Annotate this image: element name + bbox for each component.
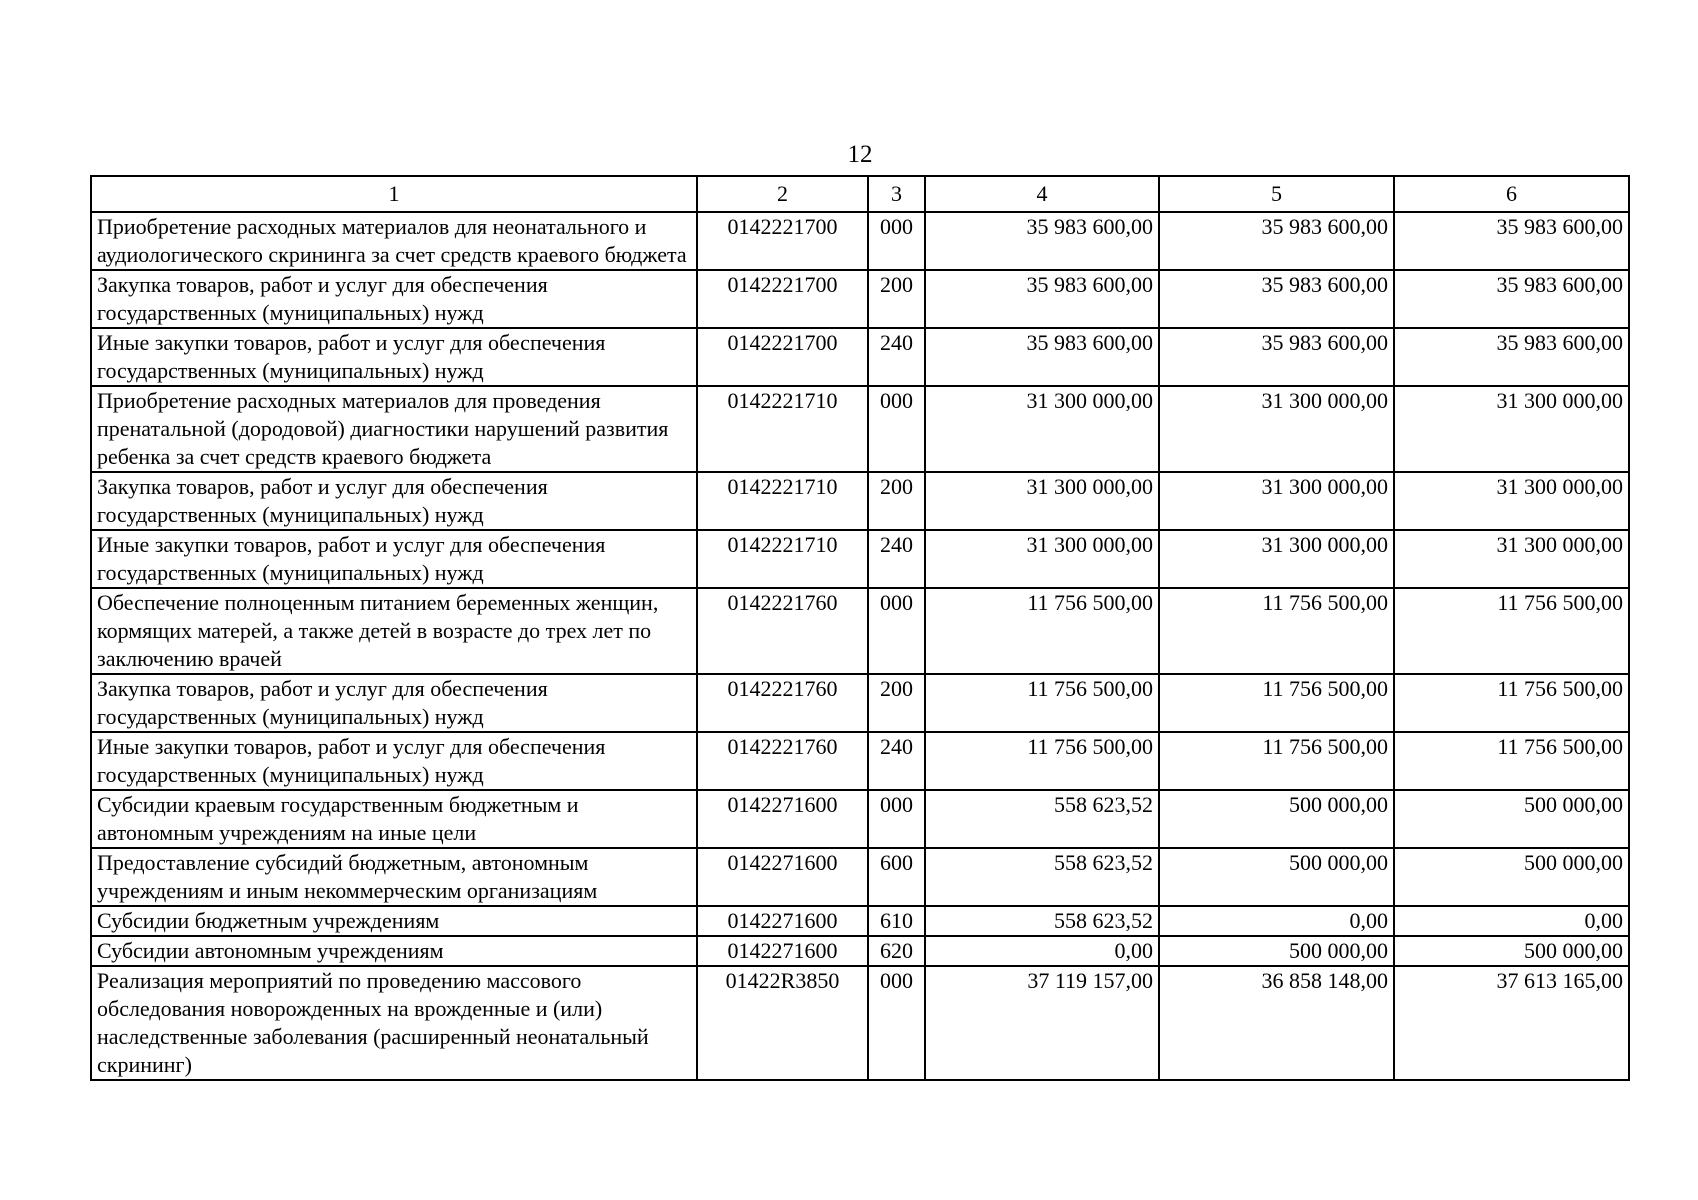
row-amount-col4: 11 756 500,00 [925, 588, 1159, 674]
row-expense-type: 000 [868, 588, 925, 674]
row-expense-type: 200 [868, 674, 925, 732]
row-expense-type: 600 [868, 848, 925, 906]
row-name: Приобретение расходных материалов для проведения пренатальной (дородовой) диагностики нарушений развития ребенка за счет средств краевого бюджета [91, 386, 697, 472]
row-amount-col4: 37 119 157,00 [925, 966, 1159, 1080]
row-expense-type: 240 [868, 530, 925, 588]
table-row [91, 270, 1629, 328]
row-amount-col5: 36 858 148,00 [1159, 966, 1394, 1080]
row-expense-type: 000 [868, 212, 925, 270]
header-row [91, 176, 1629, 212]
row-amount-col6: 500 000,00 [1394, 790, 1629, 848]
row-expense-type: 200 [868, 270, 925, 328]
row-amount-col6: 31 300 000,00 [1394, 530, 1629, 588]
row-name: Предоставление субсидий бюджетным, автономным учреждениям и иным некоммерческим организациям [91, 848, 697, 906]
row-name: Реализация мероприятий по проведению массового обследования новорожденных на врожденные и (или) наследственные заболевания (расширенный неонатальный скрининг) [91, 966, 697, 1080]
row-target-code: 0142221700 [697, 328, 868, 386]
row-amount-col5: 11 756 500,00 [1159, 588, 1394, 674]
row-amount-col4: 558 623,52 [925, 906, 1159, 936]
table-row [91, 966, 1629, 1080]
table-row [91, 212, 1629, 270]
row-amount-col5: 35 983 600,00 [1159, 328, 1394, 386]
row-amount-col6: 35 983 600,00 [1394, 270, 1629, 328]
row-amount-col5: 500 000,00 [1159, 790, 1394, 848]
row-amount-col5: 31 300 000,00 [1159, 472, 1394, 530]
row-amount-col4: 31 300 000,00 [925, 472, 1159, 530]
row-expense-type: 610 [868, 906, 925, 936]
row-target-code: 0142221760 [697, 732, 868, 790]
row-amount-col5: 35 983 600,00 [1159, 270, 1394, 328]
row-amount-col4: 35 983 600,00 [925, 328, 1159, 386]
row-target-code: 0142221760 [697, 588, 868, 674]
row-amount-col5: 500 000,00 [1159, 848, 1394, 906]
row-amount-col6: 500 000,00 [1394, 848, 1629, 906]
column-header-2: 2 [697, 176, 868, 212]
row-name: Субсидии бюджетным учреждениям [91, 906, 697, 936]
row-amount-col4: 558 623,52 [925, 848, 1159, 906]
table-row [91, 588, 1629, 674]
row-name: Закупка товаров, работ и услуг для обеспечения государственных (муниципальных) нужд [91, 472, 697, 530]
row-name: Закупка товаров, работ и услуг для обеспечения государственных (муниципальных) нужд [91, 674, 697, 732]
column-header-4: 4 [925, 176, 1159, 212]
row-name: Иные закупки товаров, работ и услуг для обеспечения государственных (муниципальных) нужд [91, 530, 697, 588]
column-header-5: 5 [1159, 176, 1394, 212]
row-amount-col6: 0,00 [1394, 906, 1629, 936]
row-target-code: 01422R3850 [697, 966, 868, 1080]
column-header-6: 6 [1394, 176, 1629, 212]
table-row [91, 848, 1629, 906]
row-target-code: 0142221710 [697, 386, 868, 472]
table-header [91, 176, 1629, 212]
row-amount-col5: 35 983 600,00 [1159, 212, 1394, 270]
table-row [91, 936, 1629, 966]
row-expense-type: 000 [868, 966, 925, 1080]
row-name: Субсидии краевым государственным бюджетным и автономным учреждениям на иные цели [91, 790, 697, 848]
column-header-1: 1 [91, 176, 697, 212]
row-amount-col6: 31 300 000,00 [1394, 472, 1629, 530]
row-expense-type: 620 [868, 936, 925, 966]
row-target-code: 0142271600 [697, 936, 868, 966]
row-name: Приобретение расходных материалов для неонатального и аудиологического скрининга за счет средств краевого бюджета [91, 212, 697, 270]
row-amount-col5: 500 000,00 [1159, 936, 1394, 966]
row-expense-type: 000 [868, 386, 925, 472]
row-name: Субсидии автономным учреждениям [91, 936, 697, 966]
row-amount-col4: 11 756 500,00 [925, 732, 1159, 790]
table-row [91, 906, 1629, 936]
row-name: Закупка товаров, работ и услуг для обеспечения государственных (муниципальных) нужд [91, 270, 697, 328]
row-amount-col6: 500 000,00 [1394, 936, 1629, 966]
row-amount-col4: 31 300 000,00 [925, 530, 1159, 588]
table-row [91, 732, 1629, 790]
row-amount-col4: 35 983 600,00 [925, 212, 1159, 270]
row-amount-col5: 31 300 000,00 [1159, 386, 1394, 472]
row-expense-type: 240 [868, 732, 925, 790]
row-amount-col5: 0,00 [1159, 906, 1394, 936]
table-row [91, 472, 1629, 530]
table-row [91, 328, 1629, 386]
row-amount-col5: 31 300 000,00 [1159, 530, 1394, 588]
page-number: 12 [847, 141, 873, 168]
row-amount-col6: 35 983 600,00 [1394, 328, 1629, 386]
row-name: Обеспечение полноценным питанием беременных женщин, кормящих матерей, а также детей в возрасте до трех лет по заключению врачей [91, 588, 697, 674]
row-amount-col4: 11 756 500,00 [925, 674, 1159, 732]
row-target-code: 0142271600 [697, 848, 868, 906]
row-amount-col5: 11 756 500,00 [1159, 732, 1394, 790]
row-amount-col4: 0,00 [925, 936, 1159, 966]
row-target-code: 0142221700 [697, 212, 868, 270]
row-name: Иные закупки товаров, работ и услуг для обеспечения государственных (муниципальных) нужд [91, 732, 697, 790]
table-body [91, 212, 1629, 1080]
budget-table [90, 175, 1630, 1081]
row-amount-col6: 11 756 500,00 [1394, 674, 1629, 732]
row-name: Иные закупки товаров, работ и услуг для обеспечения государственных (муниципальных) нужд [91, 328, 697, 386]
row-expense-type: 000 [868, 790, 925, 848]
row-amount-col6: 37 613 165,00 [1394, 966, 1629, 1080]
row-target-code: 0142221700 [697, 270, 868, 328]
row-target-code: 0142221710 [697, 530, 868, 588]
table-row [91, 674, 1629, 732]
row-amount-col6: 35 983 600,00 [1394, 212, 1629, 270]
row-expense-type: 240 [868, 328, 925, 386]
row-amount-col5: 11 756 500,00 [1159, 674, 1394, 732]
row-target-code: 0142221710 [697, 472, 868, 530]
table-row [91, 790, 1629, 848]
table-row [91, 386, 1629, 472]
table-row [91, 530, 1629, 588]
row-amount-col4: 35 983 600,00 [925, 270, 1159, 328]
column-header-3: 3 [868, 176, 925, 212]
row-amount-col4: 558 623,52 [925, 790, 1159, 848]
row-target-code: 0142271600 [697, 906, 868, 936]
row-amount-col6: 11 756 500,00 [1394, 588, 1629, 674]
row-amount-col4: 31 300 000,00 [925, 386, 1159, 472]
row-expense-type: 200 [868, 472, 925, 530]
row-target-code: 0142221760 [697, 674, 868, 732]
row-target-code: 0142271600 [697, 790, 868, 848]
row-amount-col6: 11 756 500,00 [1394, 732, 1629, 790]
row-amount-col6: 31 300 000,00 [1394, 386, 1629, 472]
